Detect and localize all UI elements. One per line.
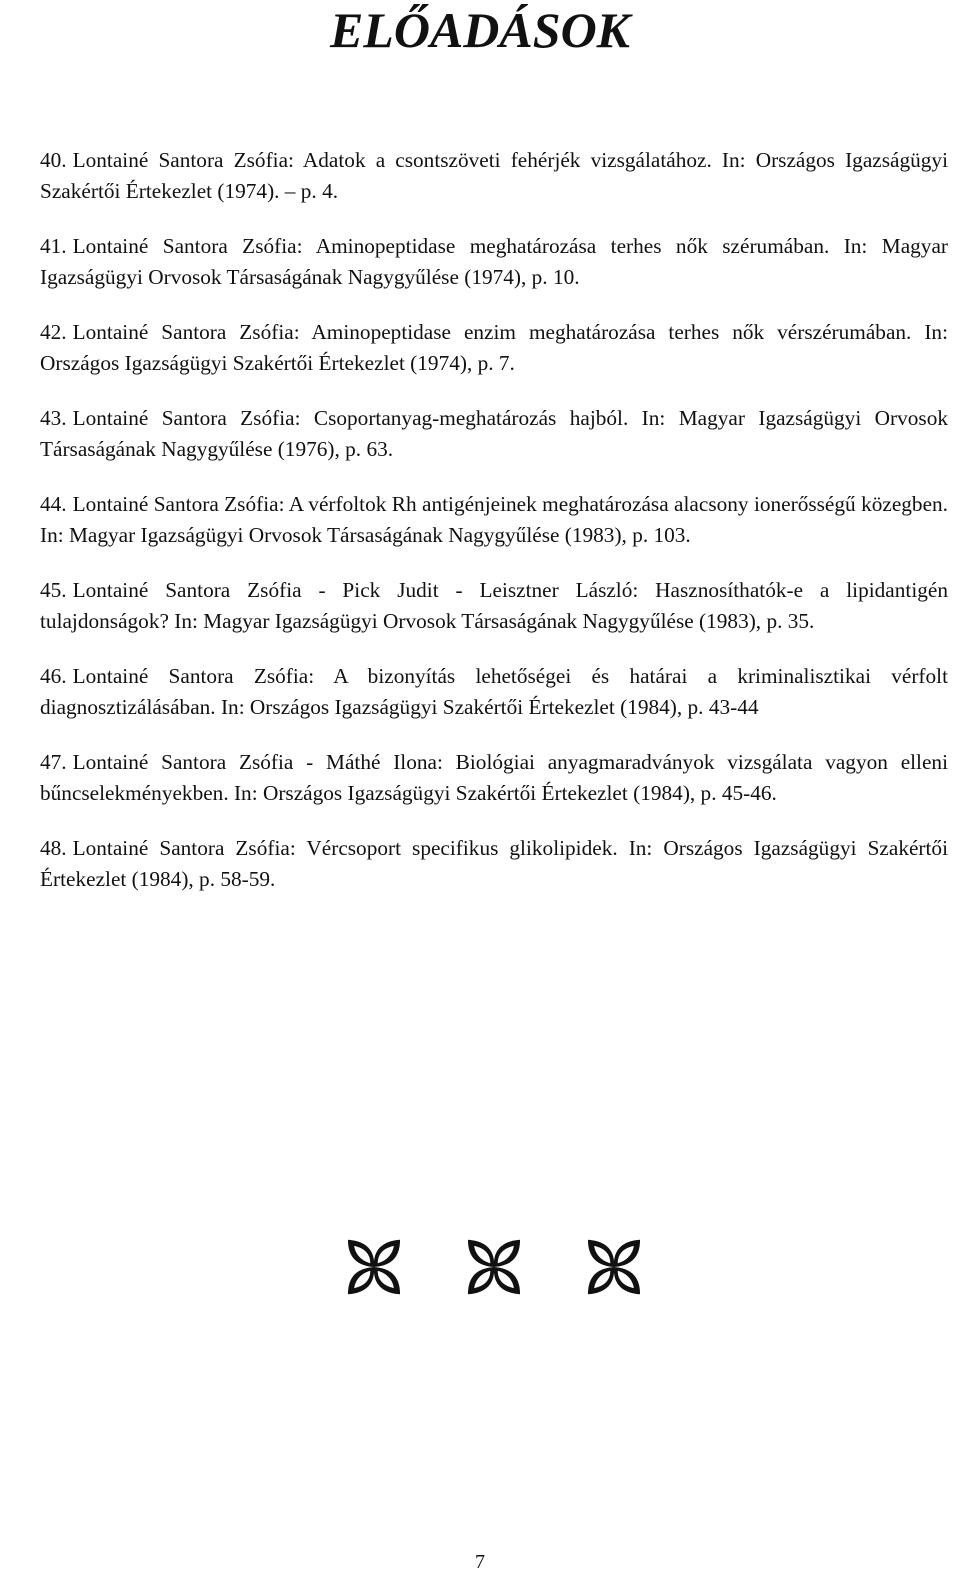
entry-text: Lontainé Santora Zsófia: Aminopeptidase meghatározása terhes nők szérumában. In: Magyar Igazságügyi Orvosok Társaságának Nagygyűlése (1974), p. 10.: [40, 234, 948, 289]
list-item: [40, 833, 948, 895]
entry-text: Lontainé Santora Zsófia - Pick Judit - Leisztner László: Hasznosíthatók-e a lipidantigén tulajdonságok? In: Magyar Igazságügyi Orvosok Társaságának Nagygyűlése (1983), p. 35.: [40, 578, 948, 633]
entry-text: Lontainé Santora Zsófia: Csoportanyag-meghatározás hajból. In: Magyar Igazságügyi Orvosok Társaságának Nagygyűlése (1976), p. 63.: [40, 406, 948, 461]
entry-number: 44.: [40, 492, 67, 516]
page-number: 7: [475, 1551, 485, 1573]
list-item: [40, 403, 948, 465]
entry-text: Lontainé Santora Zsófia: Vércsoport specifikus glikolipidek. In: Országos Igazságügyi Szakértői Értekezlet (1984), p. 58-59.: [40, 836, 948, 891]
entry-text: Lontainé Santora Zsófia: A vérfoltok Rh antigénjeinek meghatározása alacsony ionerősségű közegben. In: Magyar Igazságügyi Orvosok Társaságának Nagygyűlése (1983), p. 103.: [40, 492, 948, 547]
list-item: [40, 575, 948, 637]
list-item: [40, 489, 948, 551]
list-item: [40, 747, 948, 809]
entry-number: 48.: [40, 836, 67, 860]
entry-number: 45.: [40, 578, 67, 602]
ornament-divider: [0, 1236, 960, 1306]
four-leaf-ornament-icon: [343, 1236, 405, 1298]
four-leaf-ornament-icon: [583, 1236, 645, 1298]
lecture-list: [40, 145, 948, 919]
entry-text: Lontainé Santora Zsófia: Aminopeptidase enzim meghatározása terhes nők vérszérumában. In: Országos Igazságügyi Szakértői Értekezlet (1974), p. 7.: [40, 320, 948, 375]
entry-number: 40.: [40, 148, 67, 172]
list-item: [40, 661, 948, 723]
entry-number: 47.: [40, 750, 67, 774]
list-item: [40, 231, 948, 293]
entry-text: Lontainé Santora Zsófia: A bizonyítás lehetőségei és határai a kriminalisztikai vérfolt diagnosztizálásában. In: Országos Igazságügyi Szakértői Értekezlet (1984), p. 43-44: [40, 664, 948, 719]
entry-number: 42.: [40, 320, 67, 344]
list-item: [40, 145, 948, 207]
entry-number: 41.: [40, 234, 67, 258]
entry-text: Lontainé Santora Zsófia: Adatok a csontszöveti fehérjék vizsgálatához. In: Országos Igazságügyi Szakértői Értekezlet (1974). – p. 4.: [40, 148, 948, 203]
page-title: ELŐADÁSOK: [329, 2, 631, 58]
entry-number: 43.: [40, 406, 67, 430]
entry-number: 46.: [40, 664, 67, 688]
four-leaf-ornament-icon: [463, 1236, 525, 1298]
list-item: [40, 317, 948, 379]
entry-text: Lontainé Santora Zsófia - Máthé Ilona: Biológiai anyagmaradványok vizsgálata vagyon elleni bűncselekményekben. In: Országos Igazságügyi Szakértői Értekezlet (1984), p. 45-46.: [40, 750, 948, 805]
